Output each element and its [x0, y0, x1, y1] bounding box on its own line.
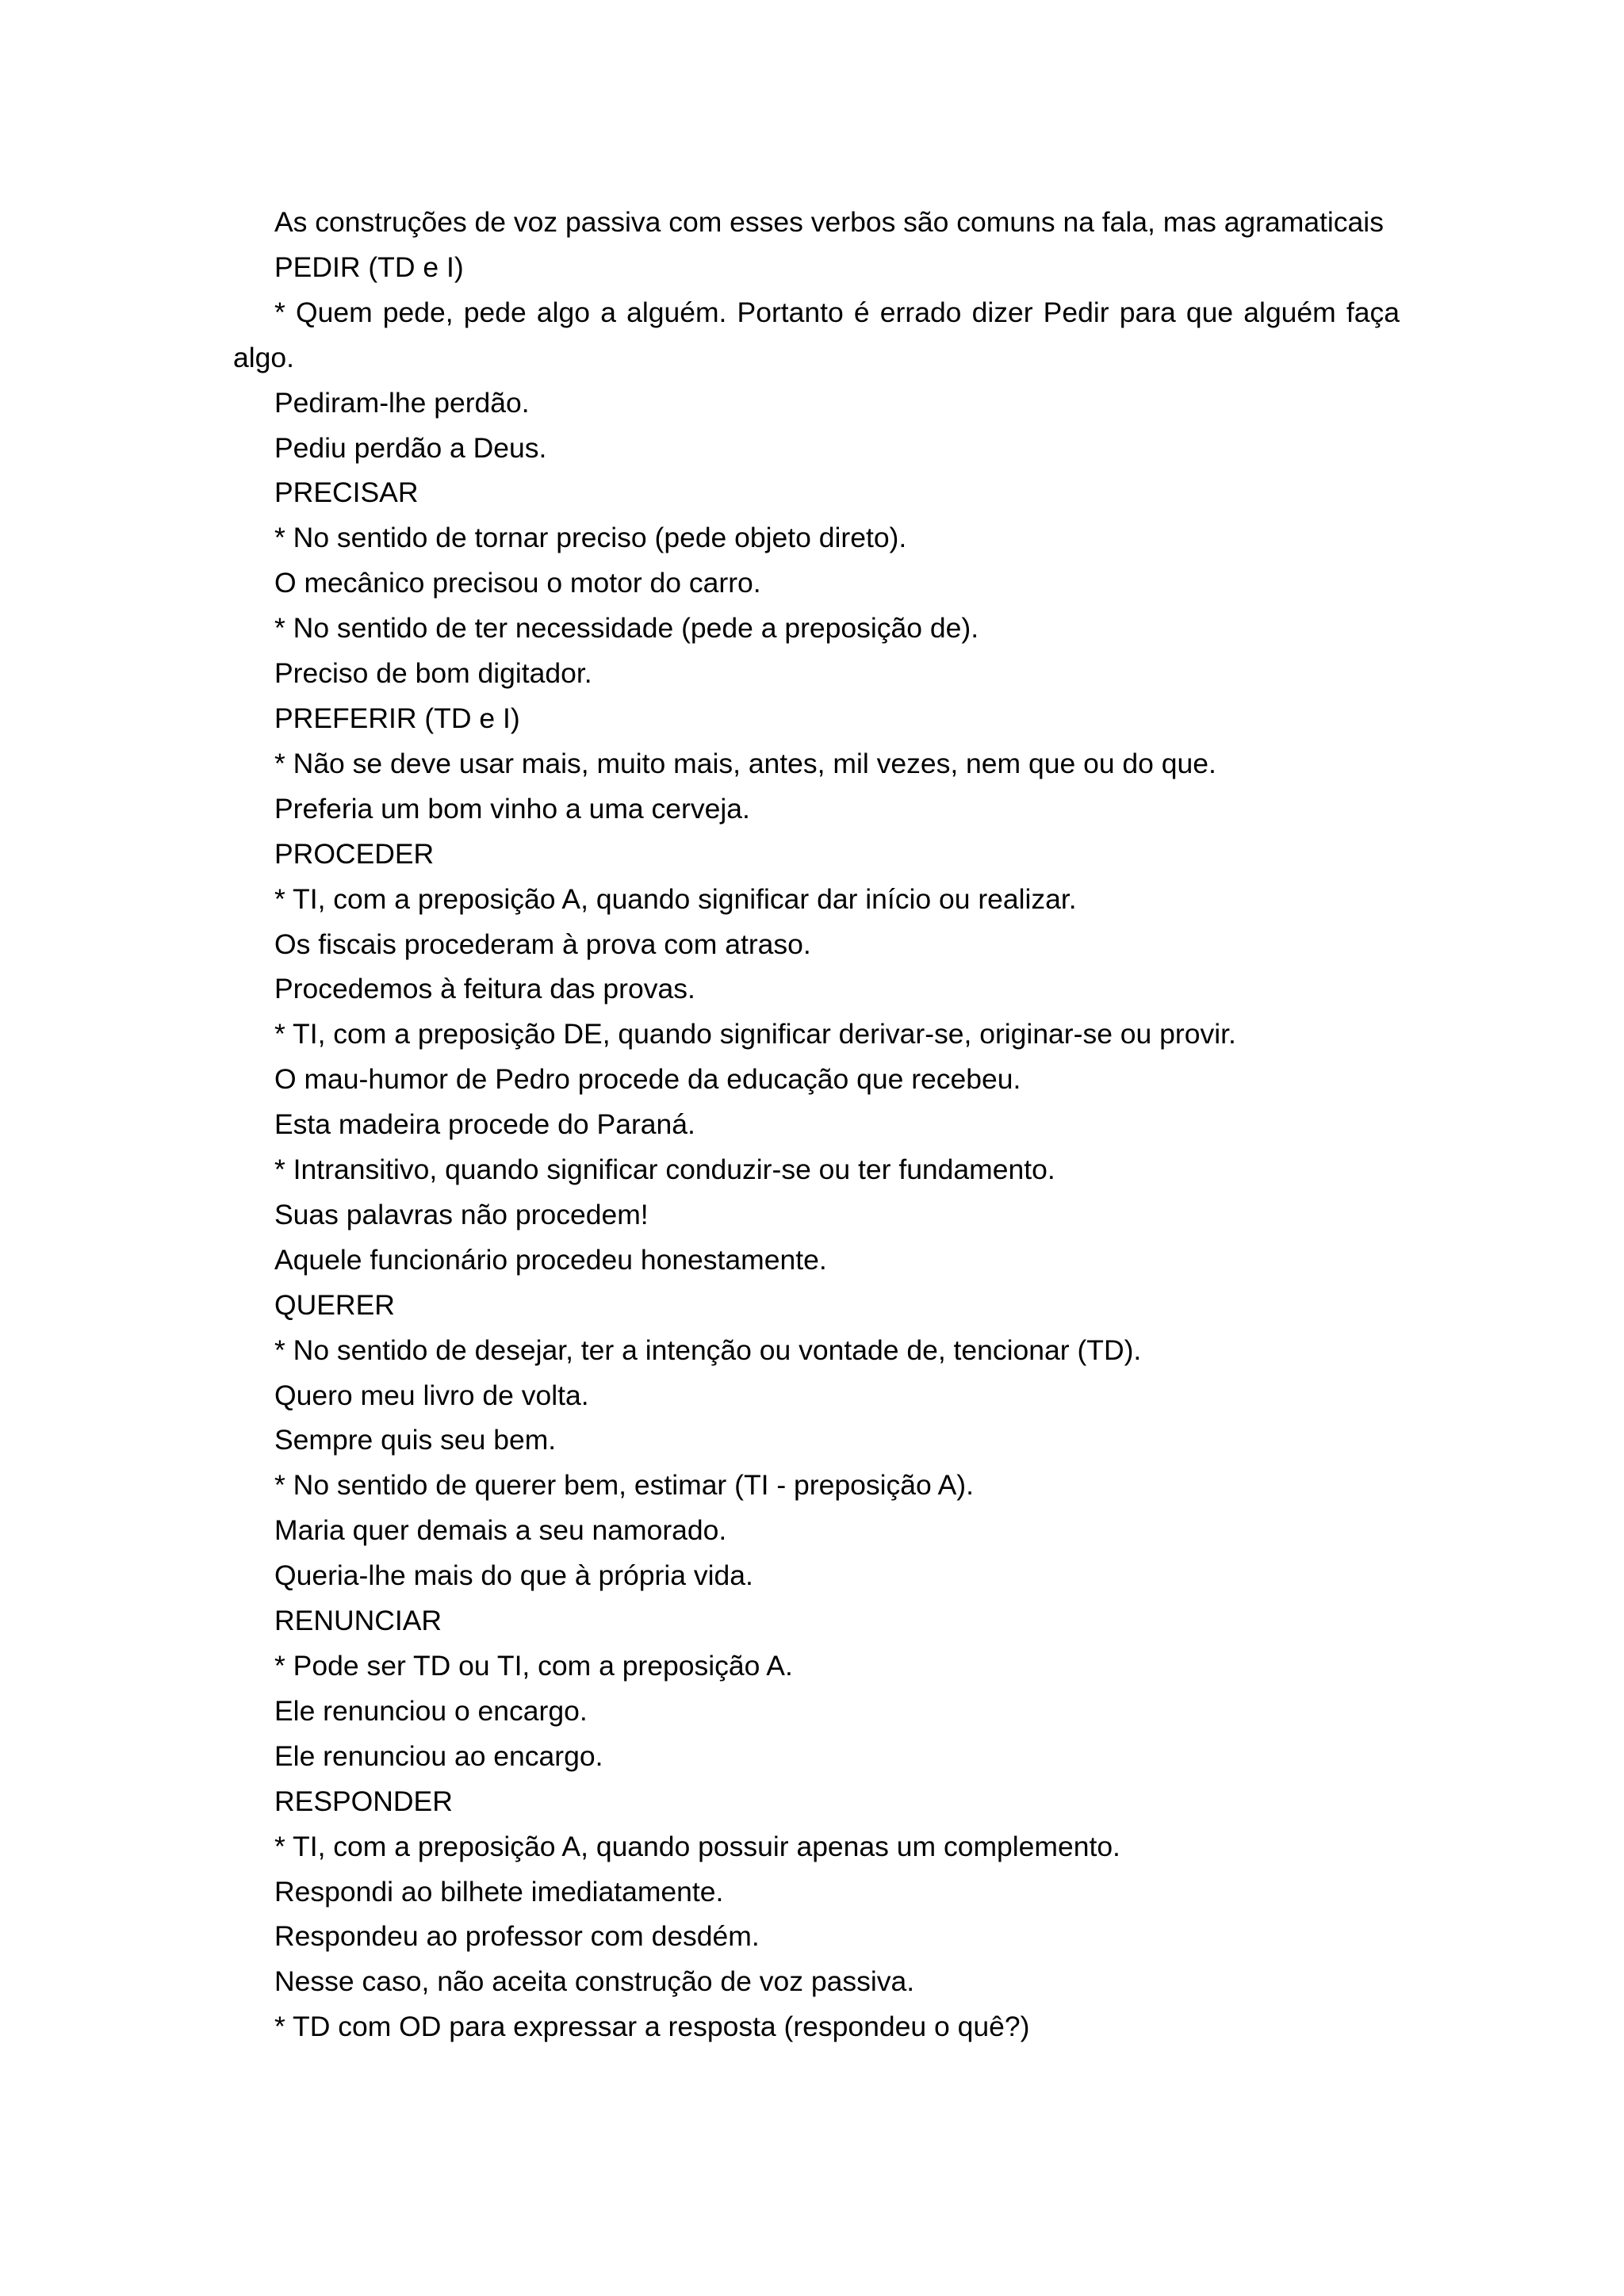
heading-responder: RESPONDER — [274, 1785, 453, 1817]
example-sentence: Queria-lhe mais do que à própria vida. — [274, 1559, 753, 1592]
example-sentence: Preferia um bom vinho a uma cerveja. — [274, 792, 750, 825]
document-body — [233, 200, 1400, 2049]
rule-note: * No sentido de ter necessidade (pede a preposição de). — [274, 612, 979, 645]
rule-note: * No sentido de querer bem, estimar (TI - preposição A). — [274, 1469, 974, 1502]
rule-note: * Pode ser TD ou TI, com a preposição A. — [274, 1650, 793, 1682]
rule-note: * Não se deve usar mais, muito mais, antes, mil vezes, nem que ou do que. — [274, 747, 1216, 779]
example-sentence: Pediu perdão a Deus. — [274, 431, 547, 464]
example-sentence: Respondeu ao professor com desdém. — [274, 1920, 760, 1953]
heading-preferir: PREFERIR (TD e I) — [274, 702, 520, 734]
example-sentence: Quero meu livro de volta. — [274, 1379, 589, 1411]
example-sentence: Procedemos à feitura das provas. — [274, 973, 695, 1005]
rule-note: * Intransitivo, quando significar conduzir-se ou ter fundamento. — [274, 1154, 1055, 1186]
example-sentence: Os fiscais procederam à prova com atraso. — [274, 928, 811, 960]
example-sentence: O mau-humor de Pedro procede da educação que recebeu. — [274, 1063, 1021, 1096]
example-sentence: Respondi ao bilhete imediatamente. — [274, 1875, 724, 1908]
example-sentence: O mecânico precisou o motor do carro. — [274, 567, 761, 599]
example-sentence: Ele renunciou o encargo. — [274, 1694, 588, 1727]
example-sentence: Preciso de bom digitador. — [274, 657, 592, 690]
heading-precisar: PRECISAR — [274, 476, 419, 509]
rule-note: * No sentido de tornar preciso (pede objeto direto). — [274, 522, 907, 554]
example-sentence: Sempre quis seu bem. — [274, 1424, 557, 1456]
heading-pedir: PEDIR (TD e I) — [274, 251, 464, 283]
rule-note: * TI, com a preposição DE, quando significar derivar-se, originar-se ou provir. — [274, 1018, 1236, 1050]
example-sentence: Suas palavras não procedem! — [274, 1198, 649, 1230]
example-sentence: Pediram-lhe perdão. — [274, 386, 530, 419]
heading-querer: QUERER — [274, 1288, 395, 1321]
paragraph: As construções de voz passiva com esses verbos são comuns na fala, mas agramaticais — [274, 206, 1384, 238]
rule-note: * TI, com a preposição A, quando significar dar início ou realizar. — [274, 882, 1077, 915]
example-sentence: Aquele funcionário procedeu honestamente. — [274, 1243, 827, 1276]
heading-proceder: PROCEDER — [274, 837, 435, 870]
example-sentence: Ele renunciou ao encargo. — [274, 1739, 603, 1772]
paragraph: Nesse caso, não aceita construção de voz passiva. — [274, 1965, 915, 1998]
example-sentence: Esta madeira procede do Paraná. — [274, 1108, 695, 1141]
paragraph: * Quem pede, pede algo a alguém. Portanto é errado dizer Pedir para que alguém faça algo. — [233, 296, 1400, 373]
heading-renunciar: RENUNCIAR — [274, 1605, 442, 1637]
rule-note: * TI, com a preposição A, quando possuir apenas um complemento. — [274, 1830, 1120, 1862]
rule-note: * TD com OD para expressar a resposta (respondeu o quê?) — [274, 2011, 1030, 2043]
example-sentence: Maria quer demais a seu namorado. — [274, 1514, 727, 1547]
rule-note: * No sentido de desejar, ter a intenção ou vontade de, tencionar (TD). — [274, 1334, 1142, 1366]
